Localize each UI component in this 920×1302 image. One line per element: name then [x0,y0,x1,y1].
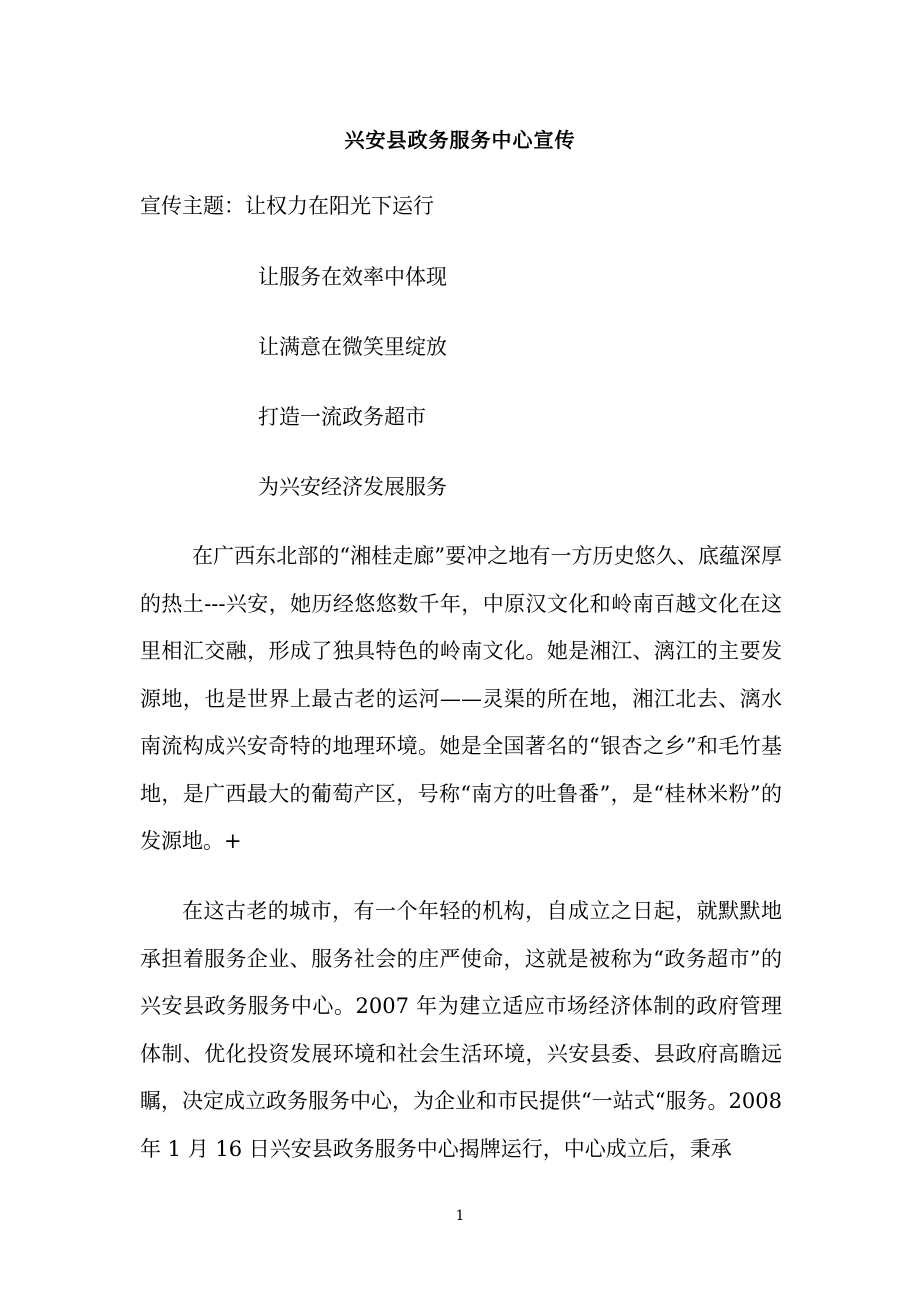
paragraph-1: 在广西东北部的“湘桂走廊”要冲之地有一方历史悠久、底蕴深厚的热土---兴安，她历经悠悠数千年，中原汉文化和岭南百越文化在这里相汇交融，形成了独具特色的岭南文化。她是湘江、漓江的主要发源地，也是世界上最古老的运河——灵渠的所在地，湘江北去、漓水南流构成兴安奇特的地理环境。她是全国著名的“银杏之乡”和毛竹基地，是广西最大的葡萄产区，号称“南方的吐鲁番”，是“桂林米粉”的发源地。+ [140,544,782,853]
theme-line-1: 让权力在阳光下运行 [245,194,434,218]
theme-first-line [140,190,434,220]
theme-label: 宣传主题： [140,194,245,218]
theme-line-3: 让满意在微笑里绽放 [258,335,447,359]
page-number: 1 [455,1208,465,1224]
document-title: 兴安县政务服务中心宣传 [344,128,576,152]
theme-line-2: 让服务在效率中体现 [258,265,447,289]
paragraph-2: 在这古老的城市，有一个年轻的机构，自成立之日起，就默默地承担着服务企业、服务社会的庄严使命，这就是被称为“政务超市”的兴安县政务服务中心。2007 年为建立适应市场经济体制的政府管理体制、优化投资发展环境和社会生活环境，兴安县委、县政府高瞻远瞩，决定成立政务服务中心，为企业和市民提供“一站式“服务。2008 年 1 月 16 日兴安县政务服务中心揭牌运行，中心成立后，秉承 [140,899,782,1161]
theme-line-5: 为兴安经济发展服务 [258,475,447,499]
theme-line-4: 打造一流政务超市 [258,405,426,429]
